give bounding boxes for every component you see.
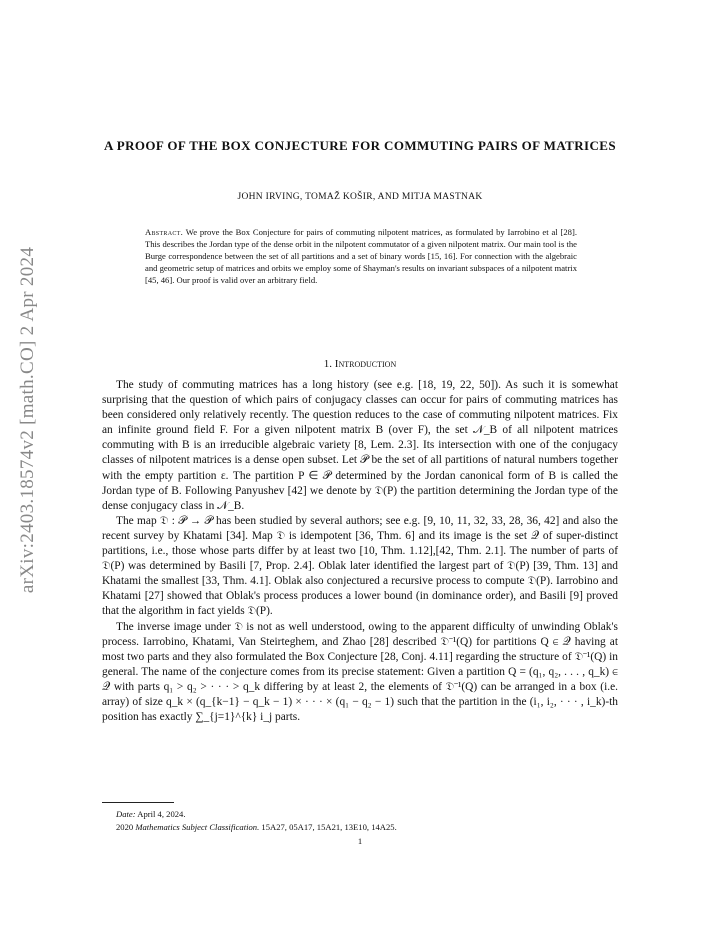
abstract-text: We prove the Box Conjecture for pairs of commuting nilpotent matrices, as formulated by Iarrobino et al [28]. This describes the Jordan type of the dense orbit in the nilpotent commutator of a given nilpotent matrix. Our main tool is the Burge correspondence between the set of all partitions and a set of binary words [15, 16]. For connection with the algebraic and geometric setup of matrices and orbits we employ some of Shayman's results on invariant subspaces of a nilpotent matrix [45, 46]. Our proof is valid over an arbitrary field. [145,227,577,285]
paragraph: The inverse image under 𝔇 is not as well understood, owing to the apparent difficulty of unwinding Oblak's process. Iarrobino, Khatami, Van Steirteghem, and Zhao [28] described 𝔇⁻¹(Q) for partitions Q ∈ 𝒬 having at most two parts and they also formulated the Box Conjecture [28, Conj. 4.11] regarding the structure of 𝔇⁻¹(Q) in general. The name of the conjecture comes from its precise statement: Given a partition Q = (q₁, q₂, . . . , q_k) ∈ 𝒬 with parts q₁ > q₂ > · · · > q_k differing by at least 2, the elements of 𝔇⁻¹(Q) can be arranged in a box (i.e. array) of size q_k × (q_{k−1} − q_k − 1) × · · · × (q₁ − q₂ − 1) such that the partition in the (i₁, i₂, · · · , i_k)-th position has exactly ∑_{j=1}^{k} i_j parts. [102,620,618,724]
introduction-body [102,378,618,725]
abstract [145,226,577,286]
section-number: 1. [323,358,333,370]
msc-value: 15A27, 05A17, 15A21, 13E10, 14A25. [261,822,397,832]
date-value: April 4, 2024. [137,809,186,819]
msc-prefix: 2020 [116,822,134,832]
paragraph: The map 𝔇 : 𝒫 → 𝒫 has been studied by several authors; see e.g. [9, 10, 11, 32, 33, 28, 36, 42] and also the recent survey by Khatami [34]. Map 𝔇 is idempotent [36, Thm. 6] and its image is the set 𝒬 of super-distinct partitions, i.e., those whose parts differ by at least two [10, Thm. 1.12],[42, Thm. 2.1]. The number of parts of 𝔇(P) was determined by Basili [7, Prop. 2.4]. Oblak later identified the largest part of 𝔇(P) [39, Thm. 13] and Khatami the smallest [33, Thm. 4.1]. Oblak also conjectured a recursive process to compute 𝔇(P). Iarrobino and Khatami [27] showed that Oblak's process produces a lower bound (in dominance order), and Basili [9] proved that the algorithm in fact yields 𝔇(P). [102,514,618,618]
arxiv-sidebar [8,210,48,630]
footnote-msc [116,821,616,833]
footnote-rule [102,802,174,803]
abstract-heading: Abstract. [145,227,184,237]
date-label: Date: [116,809,136,819]
paragraph: The study of commuting matrices has a long history (see e.g. [18, 19, 22, 50]). As such it is somewhat surprising that the question of which pairs of conjugacy classes can occur for pairs of commuting matrices has been considered only relatively recently. The question reduces to the case of commuting nilpotent matrices. Fix an infinite ground field F. For a given nilpotent matrix B (over F), the set 𝒩_B of all nilpotent matrices commuting with B is an irreducible algebraic variety [8, Lem. 2.3]. Its intersection with one of the conjugacy classes of nilpotent matrices is a dense open subset. Let 𝒫 be the set of all partitions of natural numbers together with the empty partition ε. The partition P ∈ 𝒫 determined by the Jordan canonical form of B is called the Jordan type of B. Following Panyushev [42] we denote by 𝔇(P) the partition determining the Jordan type of the dense conjugacy class in 𝒩_B. [102,379,618,512]
footnote-date [116,808,616,820]
paper-authors: JOHN IRVING, TOMAŽ KOŠIR, AND MITJA MASTNAK [237,192,483,202]
section-title: Introduction [334,358,397,370]
section-heading [100,358,620,370]
page-number: 1 [357,836,363,846]
arxiv-identifier: arXiv:2403.18574v2 [math.CO] 2 Apr 2024 [17,246,38,594]
msc-label: Mathematics Subject Classification. [135,822,260,832]
paper-title: A PROOF OF THE BOX CONJECTURE FOR COMMUTING PAIRS OF MATRICES [104,138,616,153]
